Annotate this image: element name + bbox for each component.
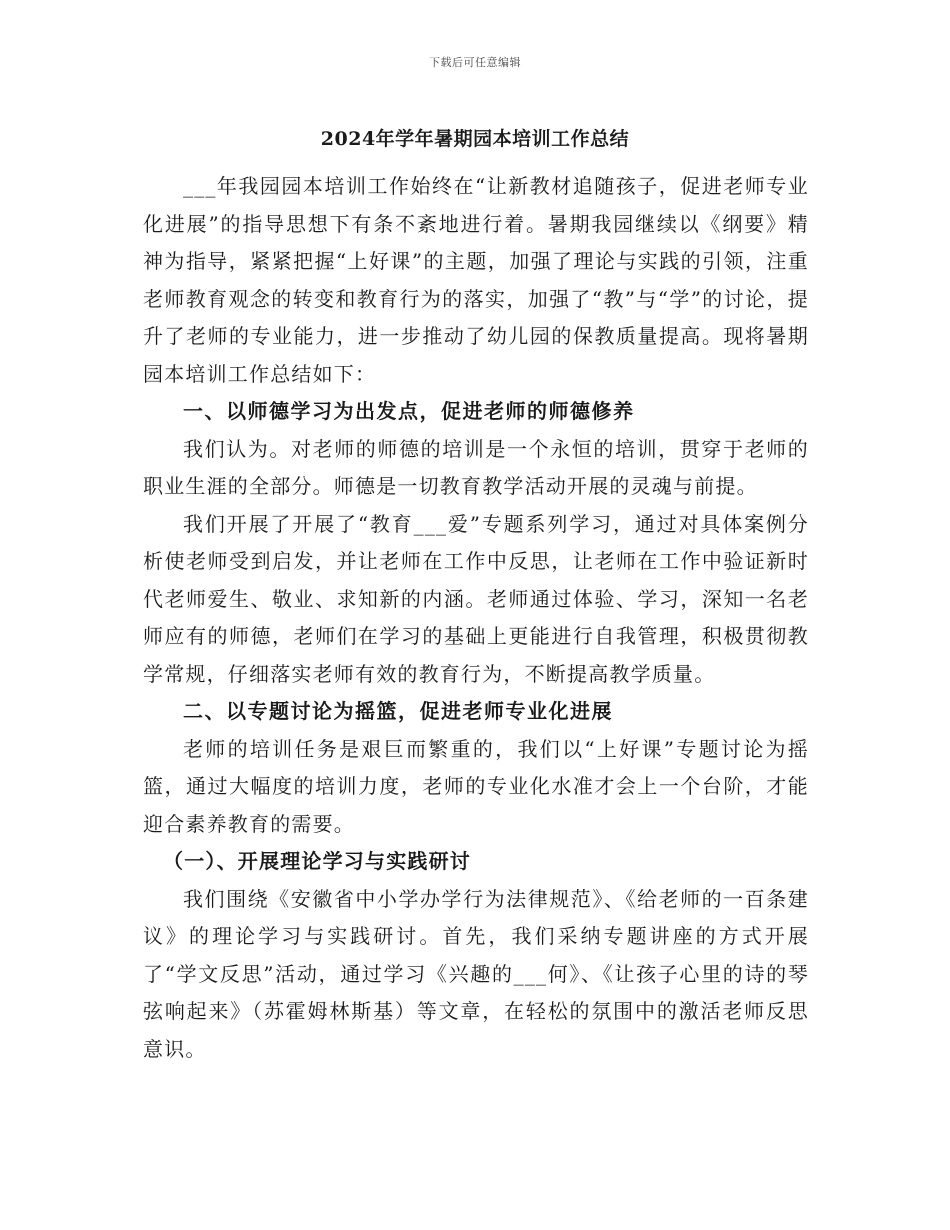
body-paragraph: 我们开展了开展了“教育___爱”专题系列学习，通过对具体案例分析使老师受到启发，并让老师在工作中反思，让老师在工作中验证新时代老师爱生、敬业、求知新的内涵。老师通过体验、学习，深知一名老师应有的师德，老师们在学习的基础上更能进行自我管理，积极贯彻教学常规，仔细落实老师有效的教育行为，不断提高教学质量。	[143, 511, 809, 686]
subsection-heading-1: （一）、开展理论学习与实践研讨	[163, 849, 471, 873]
body-paragraph: 老师的培训任务是艰巨而繁重的，我们以“上好课”专题讨论为摇篮，通过大幅度的培训力度，老师的专业化水准才会上一个台阶，才能迎合素养教育的需要。	[143, 736, 809, 836]
document-body	[143, 168, 809, 1068]
section-heading-1: 一、以师德学习为出发点，促进老师的师德修养	[183, 399, 635, 423]
section-heading-2: 二、以专题讨论为摇篮，促进老师专业化进展	[183, 699, 613, 723]
body-paragraph: 我们认为。对老师的师德的培训是一个永恒的培训，贯穿于老师的职业生涯的全部分。师德是一切教育教学活动开展的灵魂与前提。	[143, 436, 809, 498]
header-note: 下载后可任意编辑	[429, 56, 521, 69]
body-paragraph: 我们围绕《安徽省中小学办学行为法律规范》、《给老师的一百条建议》的理论学习与实践研讨。首先，我们采纳专题讲座的方式开展了“学文反思”活动，通过学习《兴趣的___何》、《让孩子心里的诗的琴弦响起来》（苏霍姆林斯基）等文章，在轻松的氛围中的激活老师反思意识。	[143, 886, 809, 1061]
intro-paragraph: ___年我园园本培训工作始终在“让新教材追随孩子，促进老师专业化进展”的指导思想下有条不紊地进行着。暑期我园继续以《纲要》精神为指导，紧紧把握“上好课”的主题，加强了理论与实践的引领，注重老师教育观念的转变和教育行为的落实，加强了“教”与“学”的讨论，提升了老师的专业能力，进一步推动了幼儿园的保教质量提高。现将暑期园本培训工作总结如下：	[143, 174, 809, 386]
document-title: 2024年学年暑期园本培训工作总结	[320, 128, 630, 150]
